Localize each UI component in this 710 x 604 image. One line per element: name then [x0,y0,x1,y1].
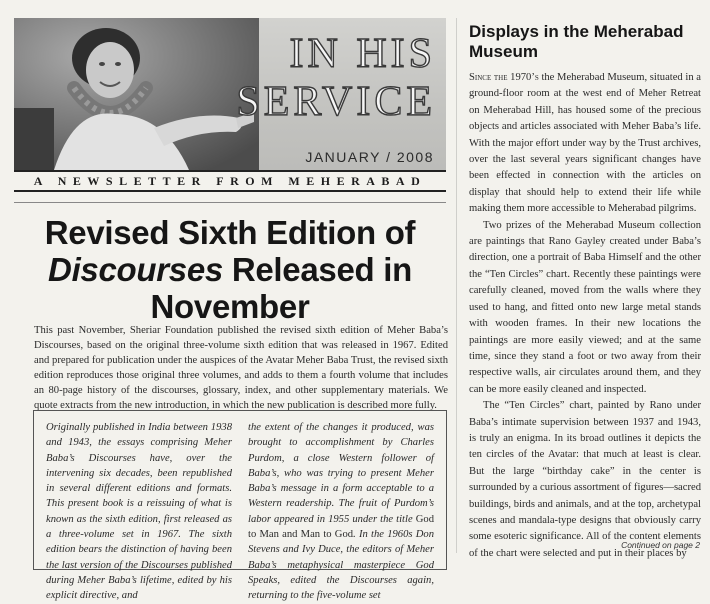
quote-column-left: Originally published in India between 1938 and 1943, the essays comprising Meher Baba’s Discourses have, over the intervening six decades, been republished in several different editions and formats. This present book is a reissuing of what is known as the sixth edition, first released as a three-volume set in 1967. The sixth edition bears the distinction of having been the last version of the Discourses published during Meher Baba’s lifetime, edited by his explicit directive, and [46,422,232,602]
quote-column-right [248,420,434,602]
masthead-title [236,30,436,126]
lead-caps: Since the 1970’s [469,72,539,83]
book-title-ref: God to Man and Man to God [248,513,434,541]
sidebar-paragraph-1-text: the Meherabad Museum, situated in a ground-floor room at the west end of Meher Retreat on Meherabad Hill, has housed some of the precious objects and articles associated with Meher Baba’s life. With the major effort under way by the Trust archives, over the last several years significant changes have been effected in connection with the articles on display that should help to extend their life while making them more accessible to Meherabad pilgrims. [469,72,701,215]
sidebar-heading: Displays in the Meherabad Museum [469,22,684,61]
sidebar-article [469,70,701,562]
quote-text-b: . In the 1960s Don Stevens and Ivy Duce, the editors of Meher Baba’s metaphysical masterpiece God Speaks, edited the Discourses again, returning to the five-volume set [248,529,434,602]
quote-box [33,410,447,602]
headline-italic: Discourses [48,251,223,288]
quote-text-a: the extent of the changes it produced, was brought to accomplishment by Charles Purdom, a close Western follower of Baba’s, who was trying to present Meher Baba’s message in a form acceptable to a Western readership. The fruit of Purdom’s labor appeared in 1955 under the title [248,422,434,525]
masthead-photo [14,18,259,170]
masthead-title-line1: IN HIS [289,31,436,77]
sidebar-paragraph-1 [469,70,701,218]
sidebar-paragraph-2: Two prizes of the Meherabad Museum collection are paintings that Rano Gayley created under Baba’s direction, one a portrait of Baba Himself and the other the “Ten Circles” chart. Recently these paintings were carefully cleaned, moved from the walls where they used to hang, and fitted onto new large metal stands with wooden frames. In their new locations the paintings are more easily viewed; and at the same time, since they stand a foot or two away from their respective walls, air circulates around them, and they can be more easily cleaned and inspected. [469,219,701,395]
masthead [14,18,446,170]
headline-part1: Revised Sixth Edition of [44,214,416,251]
portrait-image [14,18,259,170]
sidebar-paragraph-3: The “Ten Circles” chart, painted by Rano under Baba’s intimate supervision between 1937 and 1943, is truly an enigma. In its broad outlines it depicts the ten circles of the Avatar: that much at least is clear. But the large “birthday cake” in the center is surrounded by a curious assortment of figures—sacred buildings, birds and animals, and at the top, archetypal scenes and mandala-type designs that obviously carry some esoteric significance. All of the content elements of the chart were selected and put in their places by [469,400,701,559]
continued-note: Continued on page 2 [621,540,700,550]
issue-date: JANUARY / 2008 [305,149,434,165]
newsletter-subtitle: A NEWSLETTER FROM MEHERABAD [14,170,446,192]
article-headline [30,214,430,325]
masthead-title-line2: SERVICE [236,79,436,125]
headline-part2: Released in November [150,251,412,325]
article-intro: This past November, Sheriar Foundation published the revised sixth edition of Meher Baba’s Discourses, based on the original three-volume sixth edition that was released in 1967. Edited and prepared for publication under the auspices of the Avatar Meher Baba Trust, the revised sixth edition reproduces those original three volumes, and adds to them a fourth volume that includes an 80-page history of the discourses, glossary, index, and other supplementary materials. We quote extracts from the new introduction, in which the new publication is described more fully. [34,325,448,411]
column-divider [456,18,457,553]
divider [14,202,446,203]
